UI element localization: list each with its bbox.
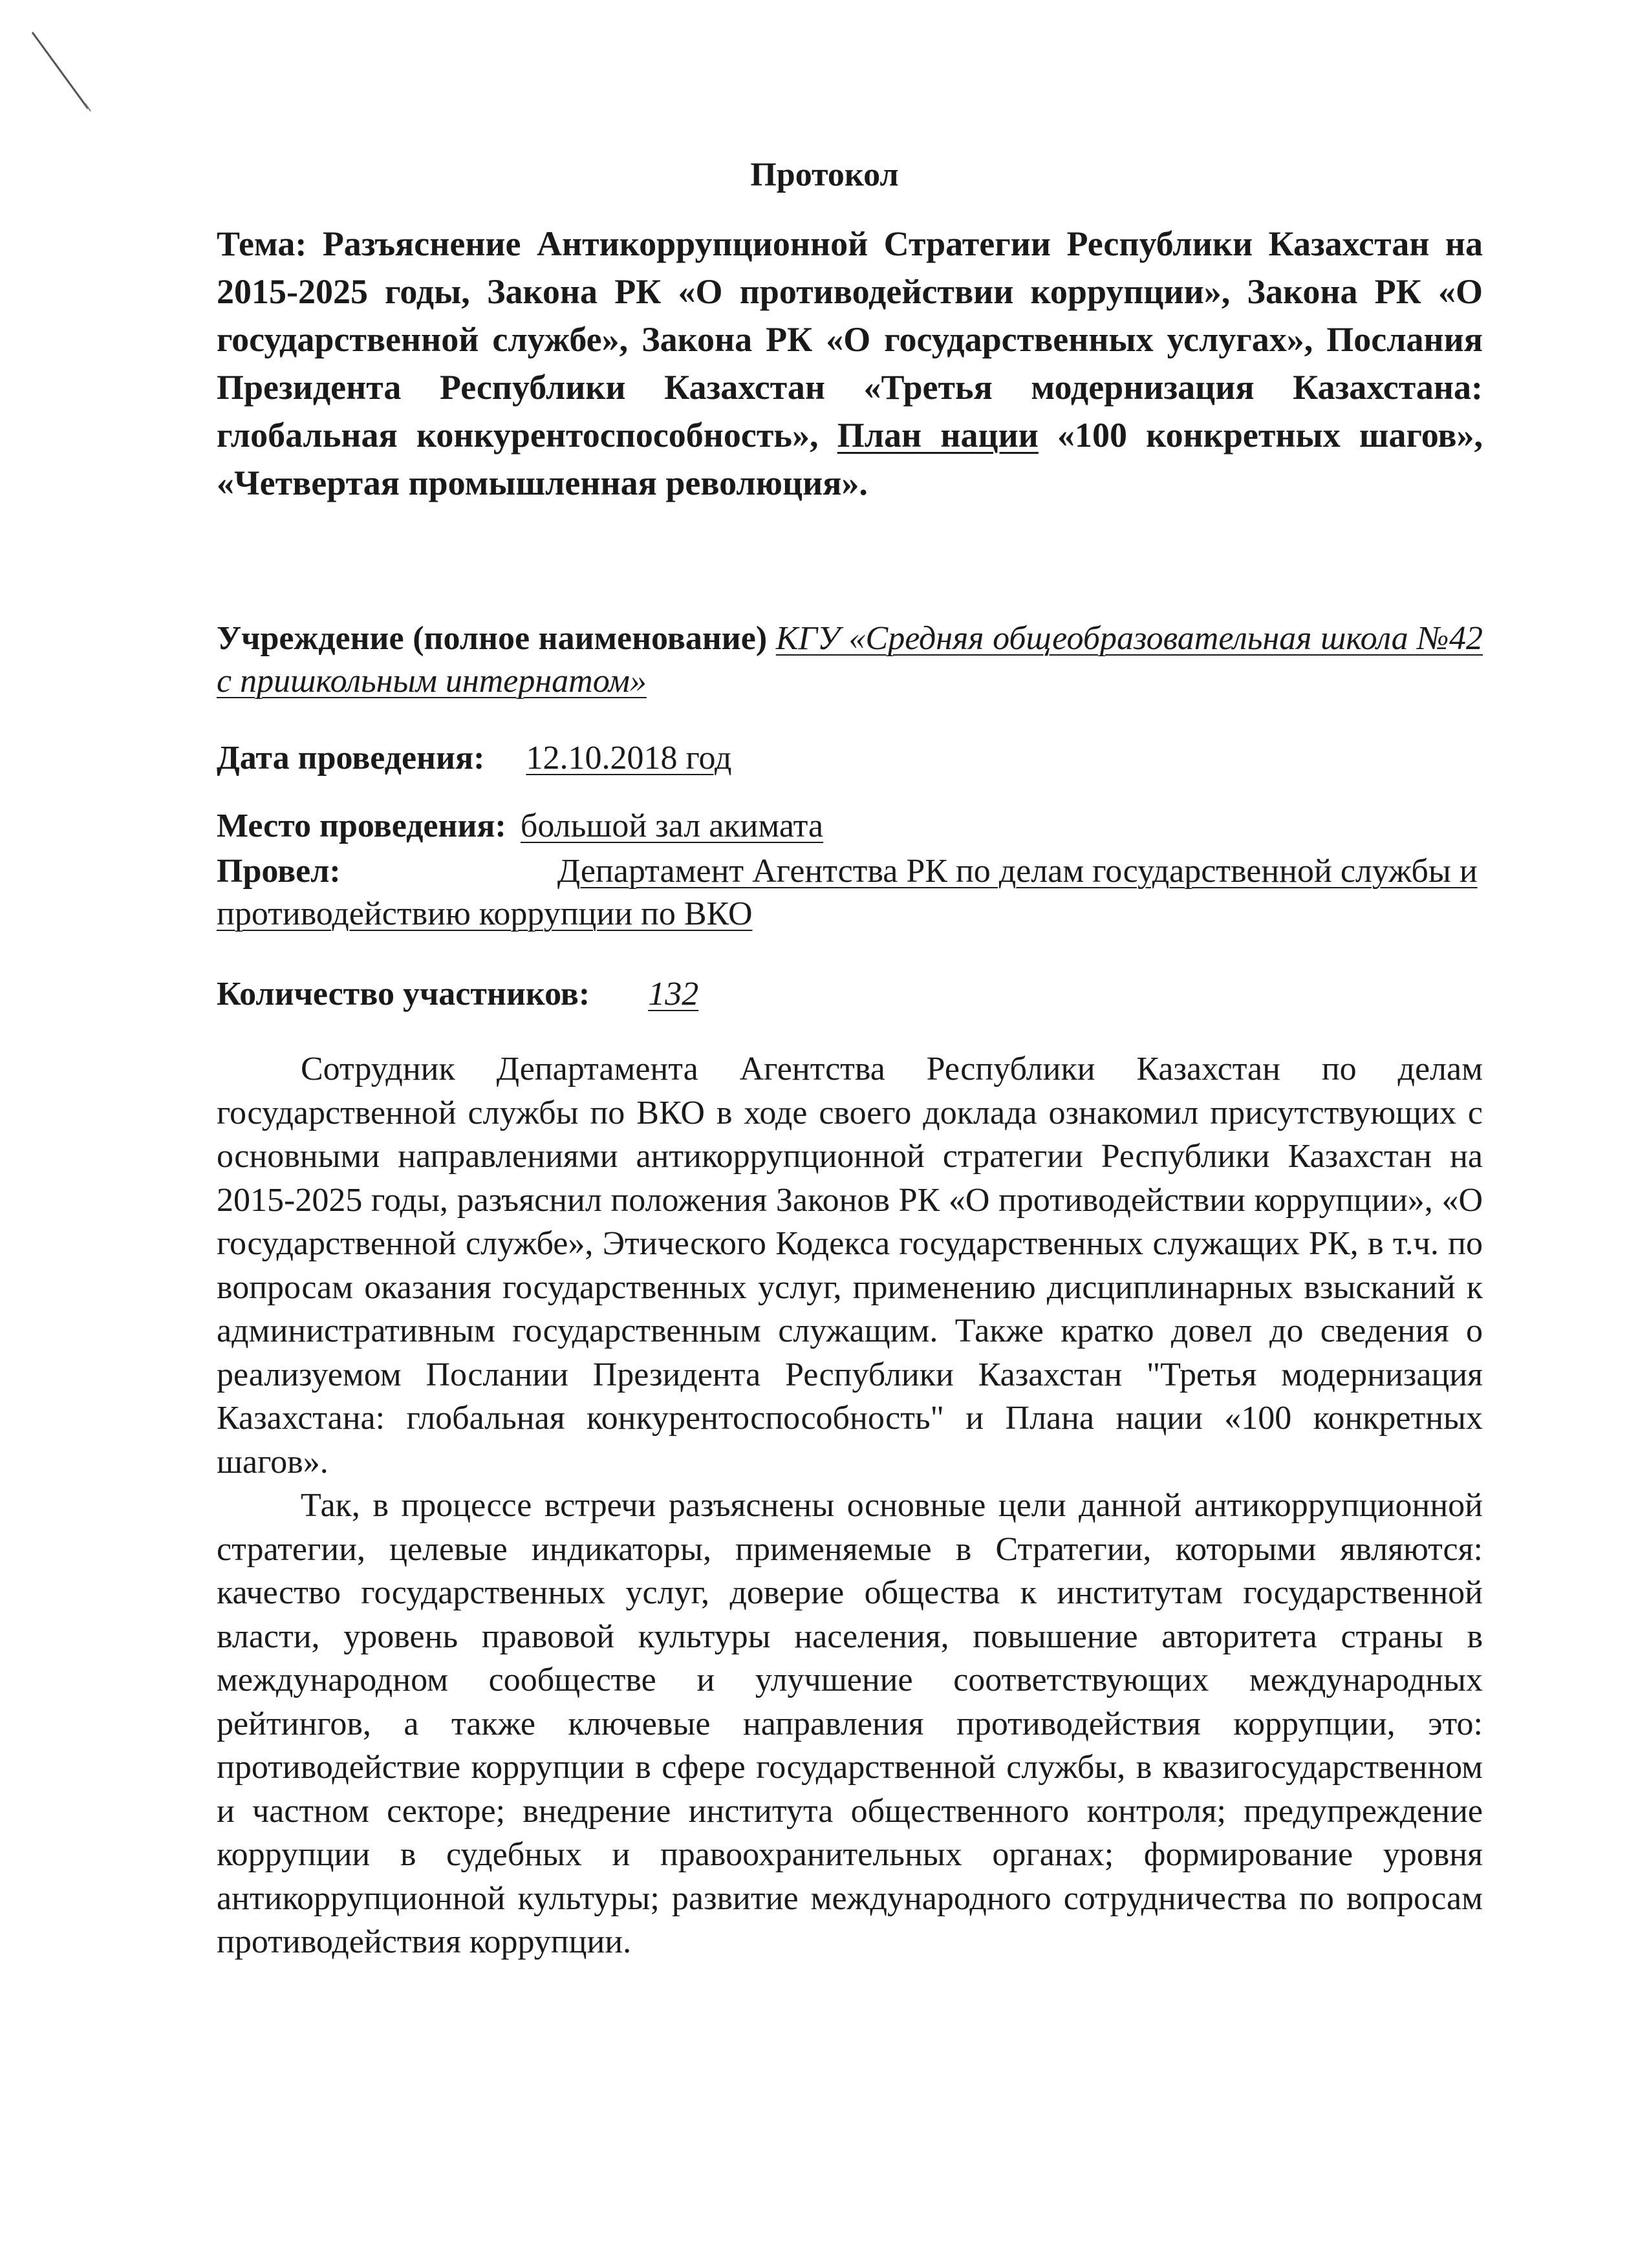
topic-underlined-text: План нации — [837, 416, 1039, 455]
date-value: 12.10.2018 год — [526, 740, 732, 776]
participants-label: Количество участников: — [217, 976, 590, 1012]
topic-text-part2: «100 конкретных шагов», «Четвертая промышленная революция». — [217, 416, 1483, 502]
date-label: Дата проведения: — [217, 740, 485, 776]
date-field — [217, 737, 1483, 780]
body-text — [217, 1047, 1483, 1964]
conducted-field — [217, 850, 1483, 936]
institution-value: КГУ «Средняя общеобразовательная школа №42 с пришкольным интернатом» — [217, 620, 1483, 700]
topic-block — [217, 220, 1483, 507]
place-value: большой зал акимата — [520, 808, 824, 844]
conducted-label: Провел: — [217, 853, 341, 890]
body-paragraph: Сотрудник Департамента Агентства Республики Казахстан по делам государственной службы по ВКО в ходе своего доклада ознакомил присутствующих с основными направлениями антикоррупционной стратегии Республики Казахстан на 2015-2025 годы, разъяснил положения Законов РК «О противодействии коррупции», «О государственной службе», Этического Кодекса государственных служащих РК, в т.ч. по вопросам оказания государственных услуг, применению дисциплинарных взысканий к административным государственным служащим. Также кратко довел до сведения о реализуемом Послании Президента Республики Казахстан "Третья модернизация Казахстана: глобальная конкурентоспособность" и Плана нации «100 конкретных шагов». — [217, 1051, 1483, 1481]
body-paragraph: Так, в процессе встречи разъяснены основные цели данной антикоррупционной стратегии, целевые индикаторы, применяемые в Стратегии, которыми являются: качество государственных услуг, доверие общества к институтам государственной власти, уровень правовой культуры населения, повышение авторитета страны в международном сообществе и улучшение соответствующих международных рейтингов, а также ключевые направления противодействия коррупции, это: противодействие коррупции в сфере государственной службы, в квазигосударственном и частном секторе; внедрение института общественного контроля; предупреждение коррупции в судебных и правоохранительных органах; формирование уровня антикоррупционной культуры; развитие международного сотрудничества по вопросам противодействия коррупции. — [217, 1487, 1483, 1960]
institution-field — [217, 617, 1483, 703]
scan-artifact-line — [26, 26, 97, 116]
participants-value: 132 — [648, 976, 699, 1012]
participants-field — [217, 973, 1483, 1016]
institution-label: Учреждение (полное наименование) — [217, 620, 768, 657]
place-field — [217, 805, 1483, 848]
topic-label: Тема: — [217, 224, 307, 263]
place-label: Место проведения: — [217, 808, 506, 844]
topic-text-part1: Разъяснение Антикоррупционной Стратегии Республики Казахстан на 2015-2025 годы, Закона РК «О противодействии коррупции», Закона РК «О государственной службе», Закона РК «О государственных услугах», Послания Президента Республики Казахстан «Третья модернизация Казахстана: глобальная конкурентоспособность», — [217, 224, 1483, 455]
conducted-value: Департамент Агентства РК по делам государственной службы и противодействию коррупции по ВКО — [217, 853, 1478, 932]
document-title: Протокол — [750, 156, 899, 193]
